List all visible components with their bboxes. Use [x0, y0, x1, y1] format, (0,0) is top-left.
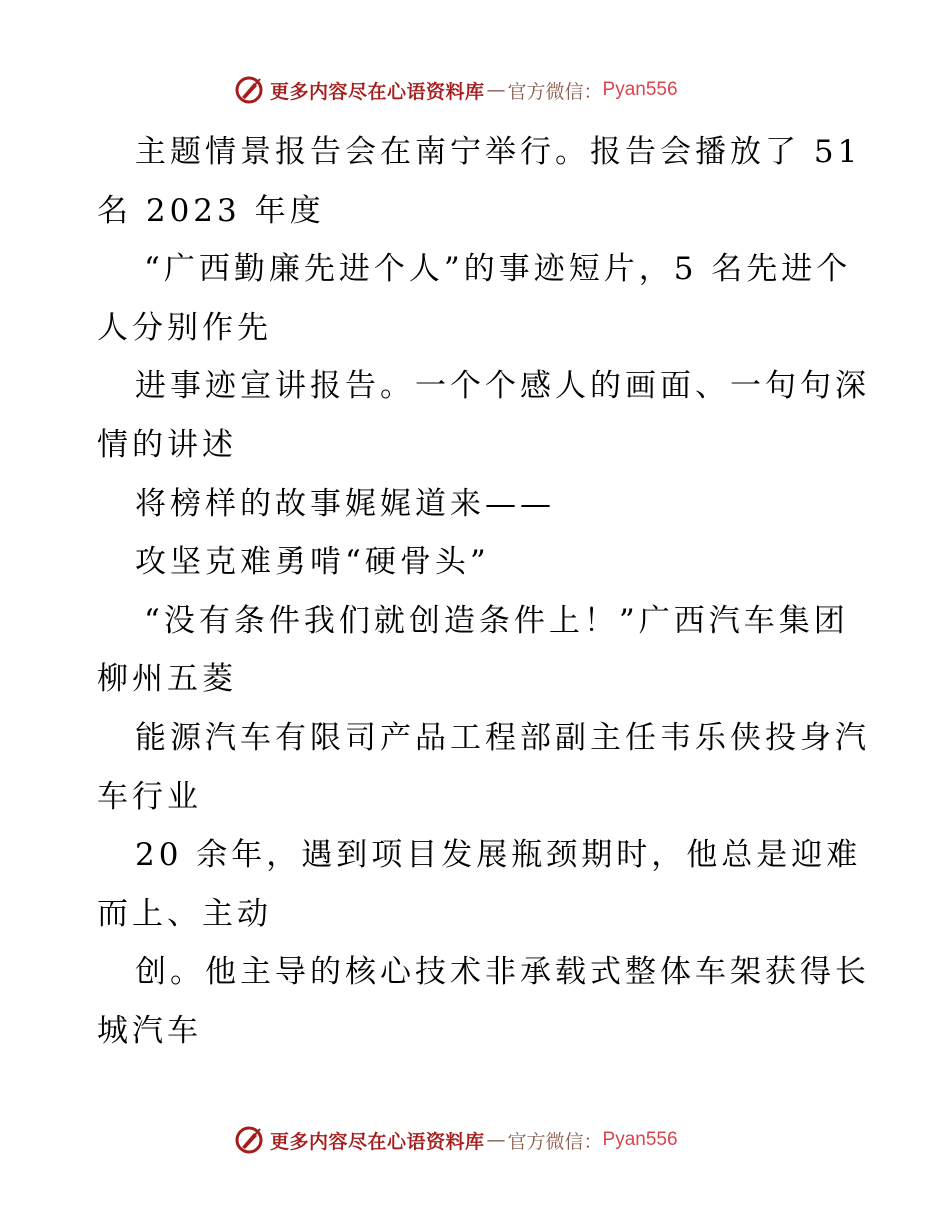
footer-watermark-banner — [234, 1123, 678, 1157]
body-line: “广西勤廉先进个人”的事迹短片，5 名先进个 — [144, 251, 852, 288]
body-line: 主题情景报告会在南宁举行。报告会播放了 51 — [135, 134, 862, 170]
footer-wechat-id: Pyan556 — [602, 1129, 678, 1150]
body-line: 进事迹宣讲报告。一个个感人的画面、一句句深 — [135, 368, 870, 405]
header-banner-separator: — — [486, 79, 506, 101]
body-line: 柳州五菱 — [97, 661, 237, 698]
body-line: 情的讲述 — [97, 426, 237, 463]
section-heading: 攻坚克难勇啃“硬骨头” — [135, 544, 490, 581]
footer-banner-separator: — — [486, 1129, 506, 1151]
body-line: 名 2023 年度 — [97, 192, 325, 229]
header-wechat-label: 官方微信： — [507, 80, 603, 103]
body-line: 能源汽车有限司产品工程部副主任韦乐侠投身汽 — [135, 719, 870, 756]
quill-logo-icon — [234, 1125, 264, 1155]
quill-logo-icon — [234, 75, 264, 105]
body-line: 城汽车 — [97, 1012, 202, 1049]
body-line: 创。他主导的核心技术非承载式整体车架获得长 — [135, 954, 870, 991]
header-wechat-id: Pyan556 — [602, 79, 678, 100]
header-banner-text: 更多内容尽在心语资料库 — [270, 80, 485, 103]
header-watermark-banner — [234, 73, 678, 107]
document-body — [97, 123, 870, 1061]
body-line: “没有条件我们就创造条件上！”广西汽车集团 — [144, 602, 849, 639]
body-line: 20 余年，遇到项目发展瓶颈期时，他总是迎难 — [135, 837, 862, 874]
footer-banner-text: 更多内容尽在心语资料库 — [270, 1130, 485, 1153]
body-line: 而上、主动 — [97, 895, 272, 932]
body-line: 车行业 — [97, 778, 202, 815]
body-line: 人分别作先 — [97, 309, 272, 346]
body-line: 将榜样的故事娓娓道来—— — [135, 485, 555, 522]
footer-wechat-label: 官方微信： — [507, 1130, 603, 1153]
